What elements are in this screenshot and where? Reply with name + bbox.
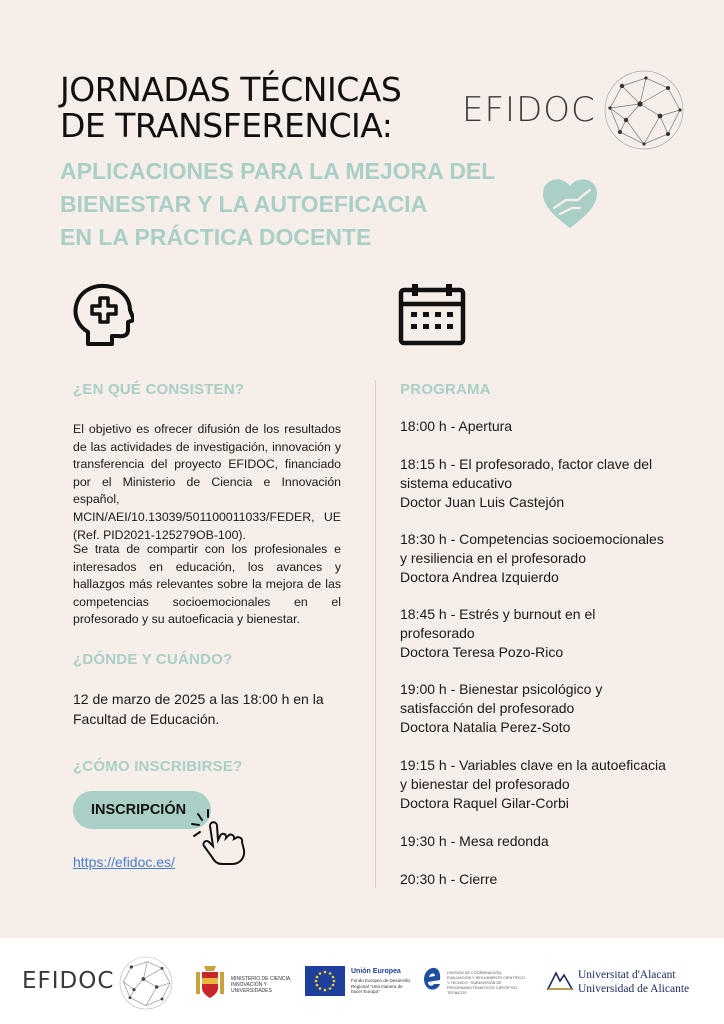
program-item xyxy=(400,530,690,587)
subtitle-line-3: EN LA PRÁCTICA DOCENTE xyxy=(60,224,372,250)
aei-logo-icon xyxy=(420,964,444,998)
program-item-title: 20:30 h - Cierre xyxy=(400,871,498,887)
program-item-speaker: Doctor Juan Luis Castejón xyxy=(400,494,565,510)
program-item-speaker: Doctora Teresa Pozo-Rico xyxy=(400,644,564,660)
register-heading: ¿CÓMO INSCRIBIRSE? xyxy=(73,758,243,775)
program-item-title: 18:45 h - Estrés y burnout en el xyxy=(400,606,596,622)
title-line-2: DE TRANSFERENCIA: xyxy=(60,106,393,145)
division-text: DIVISIÓN DE COORDINACIÓN, EVALUACIÓN Y SEGUIMIENTO CIENTÍFICO Y TÉCNICO · SUBDIVISIÓN DE PROGRAMAS TEMÁTICOS CIENTÍFICO-TÉCNICOS xyxy=(447,971,525,995)
footer-network-logo-icon xyxy=(118,955,174,1011)
university-name xyxy=(578,968,689,996)
about-paragraph-1: El objetivo es ofrecer difusión de los resultados de las actividades de investigación, innovación y transferencia del proyecto EFIDOC, financiado por el Ministerio de Ciencia e Innovación español, MCIN/AEI/10.13039/501100011033/FEDER, UE (Ref. PID2021-125279OB-100). xyxy=(73,422,341,542)
program-item-title: 18:30 h - Competencias socioemocionales xyxy=(400,531,664,547)
program-item-title: 19:30 h - Mesa redonda xyxy=(400,833,549,849)
program-item-speaker: Doctora Raquel Gilar-Corbi xyxy=(400,795,569,811)
calendar-icon xyxy=(398,282,466,346)
program-item-subtitle: satisfacción del profesorado xyxy=(400,700,575,716)
footer-efidoc-logo-text: EFIDOC xyxy=(22,968,115,994)
eu-title: Unión Europea xyxy=(351,968,401,975)
program-item-title: 19:00 h - Bienestar psicológico y xyxy=(400,681,603,697)
program-item-title: 19:15 h - Variables clave en la autoeficacia xyxy=(400,757,666,773)
click-hand-icon xyxy=(190,808,250,866)
program-item xyxy=(400,605,690,662)
program-item xyxy=(400,756,690,813)
inscription-button[interactable]: INSCRIPCIÓN xyxy=(73,791,211,829)
program-item-subtitle: y resiliencia en el profesorado xyxy=(400,550,586,566)
efidoc-logo-text: EFIDOC xyxy=(462,90,596,130)
eu-subtitle: Fondo Europeo de Desarrollo Regional "Una manera de hacer Europa" xyxy=(351,978,411,994)
head-medical-icon xyxy=(72,282,134,350)
program-item xyxy=(400,870,690,889)
heart-hands-icon xyxy=(538,170,602,234)
program-item-speaker: Doctora Natalia Perez-Soto xyxy=(400,719,571,735)
network-logo-icon xyxy=(602,68,686,152)
where-heading: ¿DÓNDE Y CUÁNDO? xyxy=(73,651,233,668)
university-name-spanish: Universidad de Alicante xyxy=(578,983,690,995)
about-paragraph-2: Se trata de compartir con los profesionales e interesados en educación, los avances y hallazgos más relevantes sobre la mejora de las competencias socioemocionales en el profesorado y su autoeficacia y bienestar. xyxy=(73,542,341,627)
eu-stars-icon xyxy=(305,966,345,996)
program-item xyxy=(400,417,690,436)
eu-flag-icon xyxy=(305,966,345,996)
program-heading: PROGRAMA xyxy=(400,381,491,398)
column-divider xyxy=(375,380,376,888)
program-item xyxy=(400,832,690,851)
where-text: 12 de marzo de 2025 a las 18:00 h en la Facultad de Educación. xyxy=(73,691,324,727)
efidoc-link[interactable]: https://efidoc.es/ xyxy=(73,854,175,870)
ministry-text: MINISTERIO DE CIENCIA, INNOVACIÓN Y UNIVERSIDADES xyxy=(231,976,292,994)
university-logo-icon xyxy=(547,970,573,990)
program-item-subtitle: y bienestar del profesorado xyxy=(400,776,570,792)
subtitle-line-1: APLICACIONES PARA LA MEJORA DEL xyxy=(60,158,496,184)
program-item-subtitle: profesorado xyxy=(400,625,475,641)
title-line-1: JORNADAS TÉCNICAS xyxy=(60,70,402,109)
program-item-title: 18:00 h - Apertura xyxy=(400,418,513,434)
page-subtitle xyxy=(60,155,495,254)
program-item-subtitle: sistema educativo xyxy=(400,475,513,491)
spain-coat-of-arms-icon xyxy=(194,964,226,1000)
program-item-speaker: Doctora Andrea Izquierdo xyxy=(400,569,559,585)
subtitle-line-2: BIENESTAR Y LA AUTOEFICACIA xyxy=(60,191,428,217)
program-item xyxy=(400,680,690,737)
university-name-valencian: Universitat d'Alacant xyxy=(578,969,676,981)
program-item xyxy=(400,455,690,512)
page-title xyxy=(60,72,401,144)
program-item-title: 18:15 h - El profesorado, factor clave del xyxy=(400,456,653,472)
about-heading: ¿EN QUÉ CONSISTEN? xyxy=(73,381,245,398)
